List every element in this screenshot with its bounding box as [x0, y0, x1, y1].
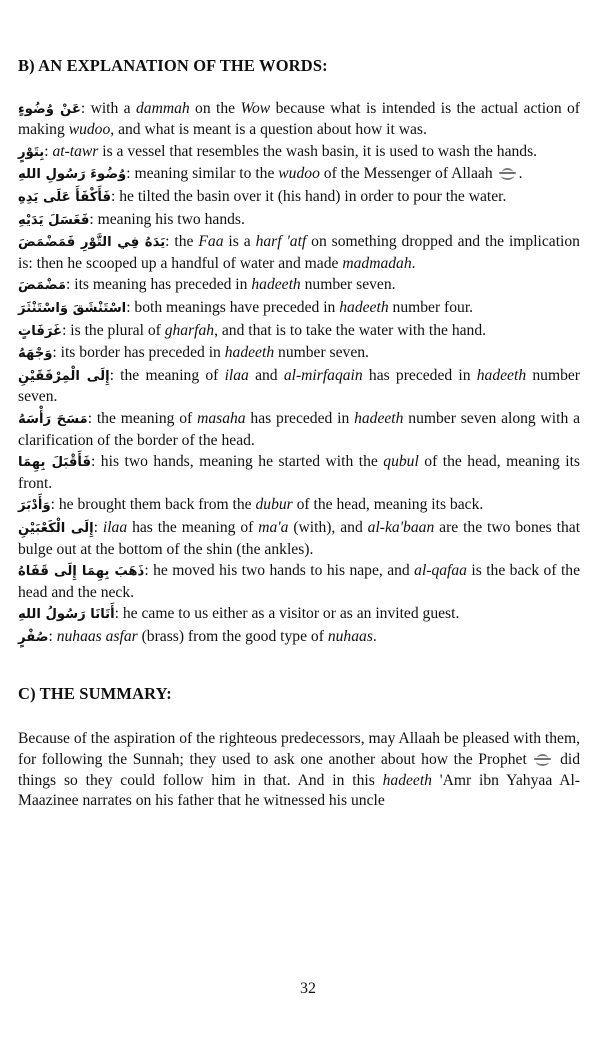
transliterated-term: hadeeth — [339, 298, 389, 316]
arabic-term: عَنْ وُضُوءٍ — [18, 101, 81, 117]
transliterated-term: qubul — [383, 453, 419, 471]
transliterated-term: wudoo — [278, 165, 320, 183]
arabic-term: بِتَوْرٍ — [18, 144, 45, 160]
transliterated-term: hadeeth — [476, 366, 527, 384]
arabic-term: وُضُوءَ رَسُولِ اللهِ — [18, 167, 127, 183]
glossary-entry: غَرَفَاتٍ: is the plural of gharfah, and that is to take the water with the hand. — [18, 321, 487, 339]
glossary-entry: مَسَحَ رَأْسَهُ: the meaning of masaha has preceded in hadeeth number seven along with a clarification of the border of the head. — [18, 409, 580, 449]
transliterated-term: hadeeth — [251, 276, 301, 294]
transliterated-term: harf 'atf — [255, 233, 307, 251]
glossary-entry: مَضْمَضَ: its meaning has preceded in hadeeth number seven. — [18, 276, 396, 294]
arabic-term: إِلَى الْكَعْبَيْنِ — [18, 520, 94, 536]
glossary-entry: وُضُوءَ رَسُولِ اللهِ: meaning similar to the wudoo of the Messenger of Allaah . — [18, 165, 523, 183]
glossary-entry: إِلَى الْمِرْفَقَيْنِ: the meaning of ilaa and al-mirfaqain has preceded in hadeeth number seven. — [18, 366, 580, 406]
glossary-entry: يَدَهُ فِي التَّوْرِ فَمَضْمَضَ: the Faa is a harf 'atf on something dropped and the implication is: then he scooped up a handful of water and made madmadah. — [18, 233, 580, 272]
transliterated-term: hadeeth — [224, 344, 275, 362]
glossary-entry: فَغَسَلَ يَدَيْهِ: meaning his two hands. — [18, 210, 245, 228]
glossary-entry: اسْتَنْشَقَ وَاسْتَنْثَرَ: both meanings have preceded in hadeeth number four. — [18, 298, 474, 316]
arabic-term: مَضْمَضَ — [18, 278, 66, 294]
arabic-term: أَتَانَا رَسُولُ اللهِ — [18, 607, 115, 623]
arabic-term: وَجْهَهُ — [18, 346, 53, 362]
arabic-term: فَأَكْفَأَ عَلَى يَدِهِ — [18, 190, 111, 205]
arabic-term: فَأَقْبَلَ بِهِمَا — [18, 455, 91, 471]
arabic-term: فَغَسَلَ يَدَيْهِ — [18, 212, 90, 228]
section-heading-explanation: B) AN EXPLANATION OF THE WORDS: — [18, 56, 328, 75]
transliterated-term: madmadah — [342, 254, 412, 272]
arabic-term: صُفْرٍ — [18, 629, 49, 645]
transliterated-term: ilaa — [224, 366, 249, 384]
transliterated-term: Wow — [240, 99, 271, 117]
glossary-entry: فَأَقْبَلَ بِهِمَا: his two hands, meaning he started with the qubul of the head, meaning its front. — [18, 453, 580, 492]
arabic-term: إِلَى الْمِرْفَقَيْنِ — [18, 368, 110, 384]
transliterated-term: al-qafaa — [414, 562, 467, 580]
sallallahu-alayhi-wasallam-icon — [498, 168, 518, 179]
arabic-term: وَأَدْبَرَ — [18, 498, 51, 514]
transliterated-term: hadeeth — [354, 409, 404, 427]
glossary-entry: إِلَى الْكَعْبَيْنِ: ilaa has the meaning of ma'a (with), and al-ka'baan are the two bones that bulge out at the bottom of the shin (the ankles). — [18, 518, 581, 558]
transliterated-term: hadeeth — [382, 771, 432, 789]
glossary-entry: أَتَانَا رَسُولُ اللهِ: he came to us either as a visitor or as an invited guest. — [18, 605, 460, 623]
transliterated-term: gharfah — [164, 321, 215, 339]
transliterated-term: wudoo — [68, 121, 111, 139]
word-explanation-list — [18, 99, 580, 649]
transliterated-term: at-tawr — [52, 142, 99, 160]
transliterated-term: Faa — [198, 233, 224, 251]
transliterated-term: nuhaas asfar — [56, 627, 138, 645]
transliterated-term: nuhaas — [327, 627, 373, 645]
arabic-term: غَرَفَاتٍ — [18, 323, 63, 339]
glossary-entry: صُفْرٍ: nuhaas asfar (brass) from the good type of nuhaas. — [18, 627, 377, 645]
sallallahu-alayhi-wasallam-icon — [533, 754, 553, 765]
glossary-entry: عَنْ وُضُوءٍ: with a dammah on the Wow because what is intended is the actual action of making wudoo, and what is meant is a question about how it was. — [18, 99, 581, 139]
summary-paragraph: Because of the aspiration of the righteous predecessors, may Allaah be pleased with them, for following the Sunnah; they used to ask one another about how the Prophet did things so they could follow him in that. And in this hadeeth 'Amr ibn Yahyaa Al-Maazinee narrates on his father that he witnessed his uncle — [18, 730, 580, 810]
arabic-term: ذَهَبَ بِهِمَا إِلَى قَفَاهُ — [18, 564, 145, 580]
transliterated-term: ma'a — [258, 518, 289, 536]
arabic-term: مَسَحَ رَأْسَهُ — [18, 411, 88, 427]
transliterated-term: masaha — [197, 409, 246, 427]
section-heading-summary: C) THE SUMMARY: — [18, 684, 172, 704]
glossary-entry: وَأَدْبَرَ: he brought them back from the dubur of the head, meaning its back. — [18, 496, 484, 514]
arabic-term: يَدَهُ فِي التَّوْرِ فَمَضْمَضَ — [18, 235, 166, 251]
glossary-entry: بِتَوْرٍ: at-tawr is a vessel that resembles the wash basin, it is used to wash the hands. — [18, 142, 538, 160]
transliterated-term: ilaa — [102, 518, 128, 536]
glossary-entry: فَأَكْفَأَ عَلَى يَدِهِ: he tilted the basin over it (his hand) in order to pour the water. — [18, 188, 507, 205]
transliterated-term: dubur — [255, 496, 293, 514]
transliterated-term: al-mirfaqain — [283, 366, 363, 384]
transliterated-term: al-ka'baan — [367, 518, 435, 536]
glossary-entry: وَجْهَهُ: its border has preceded in hadeeth number seven. — [18, 344, 369, 362]
glossary-entry: ذَهَبَ بِهِمَا إِلَى قَفَاهُ: he moved his two hands to his nape, and al-qafaa is the back of the head and the neck. — [18, 562, 580, 601]
arabic-term: اسْتَنْشَقَ وَاسْتَنْثَرَ — [18, 300, 127, 316]
page-number: 32 — [300, 980, 316, 997]
transliterated-term: dammah — [135, 99, 190, 117]
